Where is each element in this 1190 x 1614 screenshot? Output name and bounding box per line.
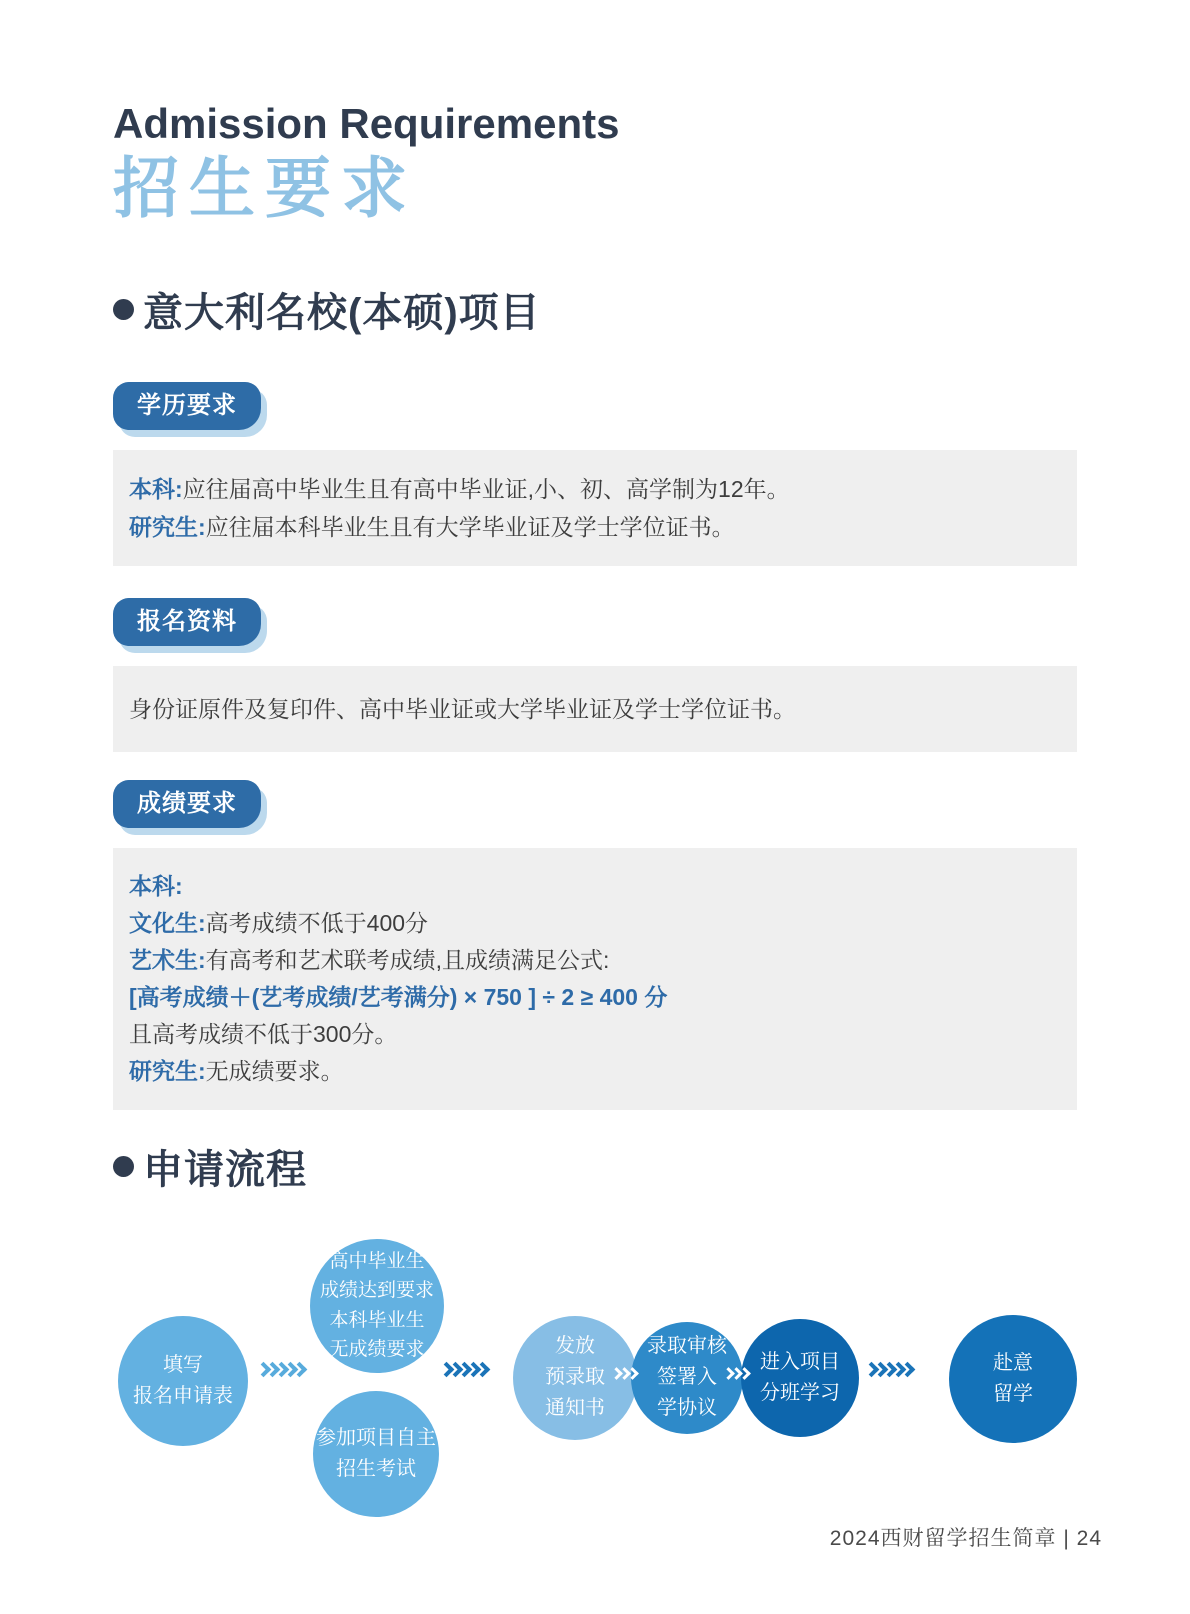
materials-line: 身份证原件及复印件、高中毕业证或大学毕业证及学士学位证书。: [129, 695, 796, 722]
flow-step-study-in-italy: [949, 1315, 1077, 1443]
step-text: 发放: [555, 1335, 595, 1358]
chevron-right-icon: [900, 1362, 916, 1378]
flow-arrow-2: [441, 1364, 486, 1375]
bullet-icon: [113, 1156, 134, 1177]
step-text: 分班学习: [760, 1381, 840, 1404]
flow-arrow-1: [258, 1364, 303, 1375]
line-text: 无成绩要求。: [205, 1057, 344, 1084]
page-footer: 2024西财留学招生简章 | 24: [829, 1527, 1102, 1550]
tab-education-requirements: 学历要求: [113, 382, 261, 430]
flow-step-score-requirement: [310, 1239, 444, 1373]
tab-application-materials: 报名资料: [113, 598, 261, 646]
formula-text: [高考成绩＋(艺考成绩/艺考满分) × 750 ] ÷ 2 ≥ 400 分: [129, 983, 668, 1010]
line-label: 研究生:: [129, 1057, 206, 1084]
line-text: 高考成绩不低于400分: [205, 909, 429, 936]
step-text: 赴意: [993, 1351, 1033, 1374]
process-section-heading: [113, 1138, 1077, 1195]
step-text: 参加项目自主: [316, 1426, 436, 1449]
chevron-right-icon: [475, 1362, 491, 1378]
flow-step-entrance-exam: [313, 1391, 439, 1517]
line-label: 研究生:: [129, 513, 206, 540]
flow-arrow-4: [724, 1369, 748, 1378]
step-text: 预录取: [545, 1366, 605, 1389]
line-label: 文化生:: [129, 909, 206, 936]
step-text: 填写: [163, 1353, 203, 1376]
step-text: 招生考试: [336, 1457, 416, 1480]
step-text: 报名申请表: [133, 1384, 233, 1407]
bullet-icon: [113, 299, 134, 320]
score-line: [129, 868, 1061, 905]
education-line: [129, 470, 1061, 508]
score-line: [129, 905, 1061, 942]
step-text: 本科毕业生: [329, 1309, 425, 1331]
score-line: [129, 942, 1061, 979]
score-line: [129, 1016, 1061, 1053]
program-section-heading: [113, 281, 1077, 338]
step-text: 录取审核: [647, 1335, 727, 1358]
education-line: [129, 508, 1061, 546]
score-formula-line: [129, 979, 1061, 1016]
step-text: 留学: [993, 1382, 1033, 1405]
flow-step-fill-application: [118, 1316, 248, 1446]
tab-score-requirements: 成绩要求: [113, 780, 261, 828]
line-label: 本科:: [129, 475, 183, 502]
flow-arrow-3: [612, 1369, 636, 1378]
line-label: 本科:: [129, 872, 183, 899]
page-header: [113, 0, 1077, 225]
line-text: 应往届高中毕业生且有高中毕业证,小、初、高学制为12年。: [182, 475, 790, 502]
application-flow-diagram: [0, 1201, 1190, 1541]
step-text: 签署入: [657, 1366, 717, 1389]
education-requirements-box: [113, 450, 1077, 566]
flow-step-enter-program: [741, 1319, 859, 1437]
step-text: 进入项目: [760, 1350, 840, 1373]
flow-arrow-5: [866, 1364, 911, 1375]
page-title-english: Admission Requirements: [113, 100, 620, 147]
page-title-chinese: 招生要求: [113, 151, 417, 226]
step-text: 学协议: [657, 1397, 717, 1420]
line-text: 有高考和艺术联考成绩,且成绩满足公式:: [205, 946, 610, 973]
step-text: 通知书: [545, 1397, 605, 1420]
process-section-title: 申请流程: [143, 1147, 307, 1192]
chevron-right-icon: [292, 1362, 308, 1378]
line-text: 且高考成绩不低于300分。: [129, 1020, 398, 1047]
step-text: 高中毕业生: [329, 1251, 425, 1273]
score-line: [129, 1053, 1061, 1090]
score-requirements-box: [113, 848, 1077, 1110]
line-text: 应往届本科毕业生且有大学毕业证及学士学位证书。: [205, 513, 735, 540]
program-section-title: 意大利名校(本硕)项目: [143, 290, 541, 335]
step-text: 无成绩要求: [329, 1339, 425, 1361]
line-label: 艺术生:: [129, 946, 206, 973]
application-materials-box: [113, 666, 1077, 752]
step-text: 成绩达到要求: [319, 1280, 434, 1302]
